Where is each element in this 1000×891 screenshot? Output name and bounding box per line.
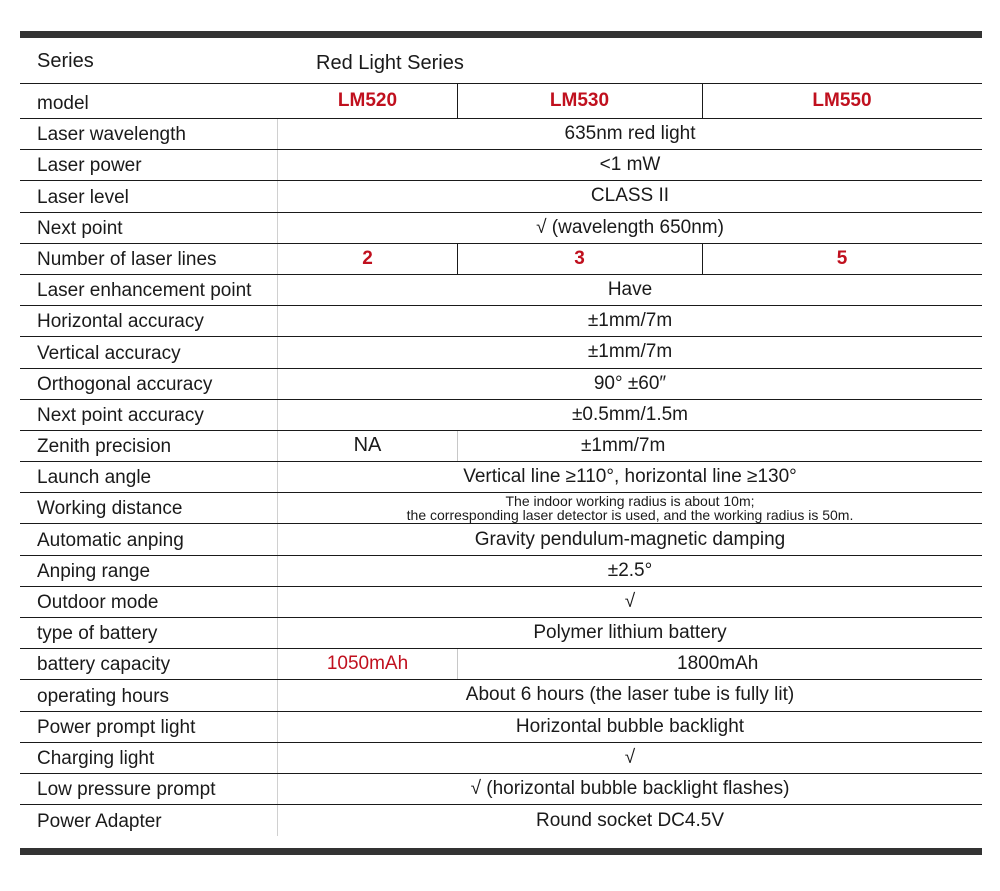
row-label: Power prompt light [37, 716, 196, 738]
capacity-lm520: 1050mAh [326, 653, 409, 675]
row-value: Gravity pendulum-magnetic damping [474, 528, 786, 550]
table-row [20, 556, 982, 587]
table-row [20, 150, 982, 181]
row-label: Next point [37, 217, 123, 239]
row-label: Next point accuracy [37, 404, 204, 426]
row-value: Vertical line ≥110°, horizontal line ≥130° [463, 466, 797, 488]
table-row [20, 244, 982, 275]
row-label: Outdoor mode [37, 592, 159, 613]
table-row [20, 680, 982, 711]
spec-table [20, 38, 982, 836]
row-label: Charging light [37, 747, 155, 769]
table-row [20, 306, 982, 337]
row-value: Have [607, 279, 653, 301]
table-row [20, 275, 982, 306]
row-label: Automatic anping [37, 529, 184, 551]
row-label: Anping range [37, 560, 151, 582]
top-bar [20, 31, 982, 38]
table-row [20, 587, 982, 618]
lines-lm520: 2 [362, 247, 373, 269]
row-label: Laser enhancement point [37, 280, 252, 302]
table-row [20, 400, 982, 431]
series-label: Series [37, 50, 94, 72]
table-row [20, 119, 982, 150]
row-label: Launch angle [37, 467, 152, 489]
table-row [20, 743, 982, 774]
row-label: operating hours [37, 685, 170, 707]
working-distance-line2: the corresponding laser detector is used, and the working radius is 50m. [406, 507, 854, 524]
row-value: ±1mm/7m [587, 310, 673, 332]
row-label: Zenith precision [37, 436, 172, 458]
row-value: Polymer lithium battery [533, 622, 727, 644]
row-value: √ (horizontal bubble backlight flashes) [470, 778, 790, 800]
row-label: type of battery [37, 623, 158, 645]
row-value: 635nm red light [564, 123, 696, 145]
table-row [20, 805, 982, 836]
table-row [20, 181, 982, 212]
lines-lm550: 5 [836, 247, 848, 269]
table-row [20, 337, 982, 368]
series-value: Red Light Series [316, 52, 464, 74]
model-lm550: LM550 [812, 90, 872, 111]
table-row [20, 431, 982, 462]
zenith-lm520: NA [353, 434, 382, 457]
row-value: Round socket DC4.5V [536, 809, 724, 831]
row-value: ±1mm/7m [587, 341, 673, 363]
bottom-bar [20, 848, 982, 855]
lines-lm530: 3 [574, 247, 585, 269]
row-label: Horizontal accuracy [37, 311, 204, 333]
series-row [20, 38, 982, 84]
row-label: Low pressure prompt [37, 779, 216, 801]
row-label: Working distance [37, 498, 183, 520]
table-row [20, 712, 982, 743]
checkmark-value: √ [624, 590, 636, 612]
row-value: Horizontal bubble backlight [515, 715, 745, 737]
checkmark-value: √ [624, 746, 636, 768]
table-row [20, 462, 982, 493]
table-row [20, 493, 982, 524]
model-row [20, 84, 982, 119]
table-row [20, 649, 982, 680]
row-label: Number of laser lines [37, 248, 217, 270]
capacity-others: 1800mAh [677, 653, 759, 675]
model-label: model [37, 93, 89, 114]
table-row [20, 369, 982, 400]
row-label: Laser power [37, 155, 142, 177]
row-value: <1 mW [599, 154, 661, 176]
model-lm520: LM520 [337, 90, 398, 111]
row-value: About 6 hours (the laser tube is fully lit) [465, 684, 795, 706]
table-row [20, 618, 982, 649]
row-label: Orthogonal accuracy [37, 373, 213, 395]
table-row [20, 213, 982, 244]
row-label: Power Adapter [37, 811, 162, 833]
row-value [278, 493, 982, 523]
working-distance-line1: The indoor working radius is about 10m; [505, 493, 755, 510]
row-value: 90° ±60″ [593, 372, 667, 394]
zenith-others: ±1mm/7m [581, 434, 666, 456]
row-value: ±0.5mm/1.5m [571, 403, 688, 425]
row-value: ±2.5° [607, 559, 653, 581]
model-lm530: LM530 [549, 90, 610, 111]
row-label: Vertical accuracy [37, 342, 181, 364]
row-label: Laser wavelength [37, 124, 186, 146]
row-value: CLASS II [590, 185, 670, 207]
table-row [20, 524, 982, 555]
row-label: Laser level [37, 186, 129, 208]
row-label: battery capacity [37, 654, 171, 676]
row-value: √ (wavelength 650nm) [536, 216, 724, 238]
table-row [20, 774, 982, 805]
